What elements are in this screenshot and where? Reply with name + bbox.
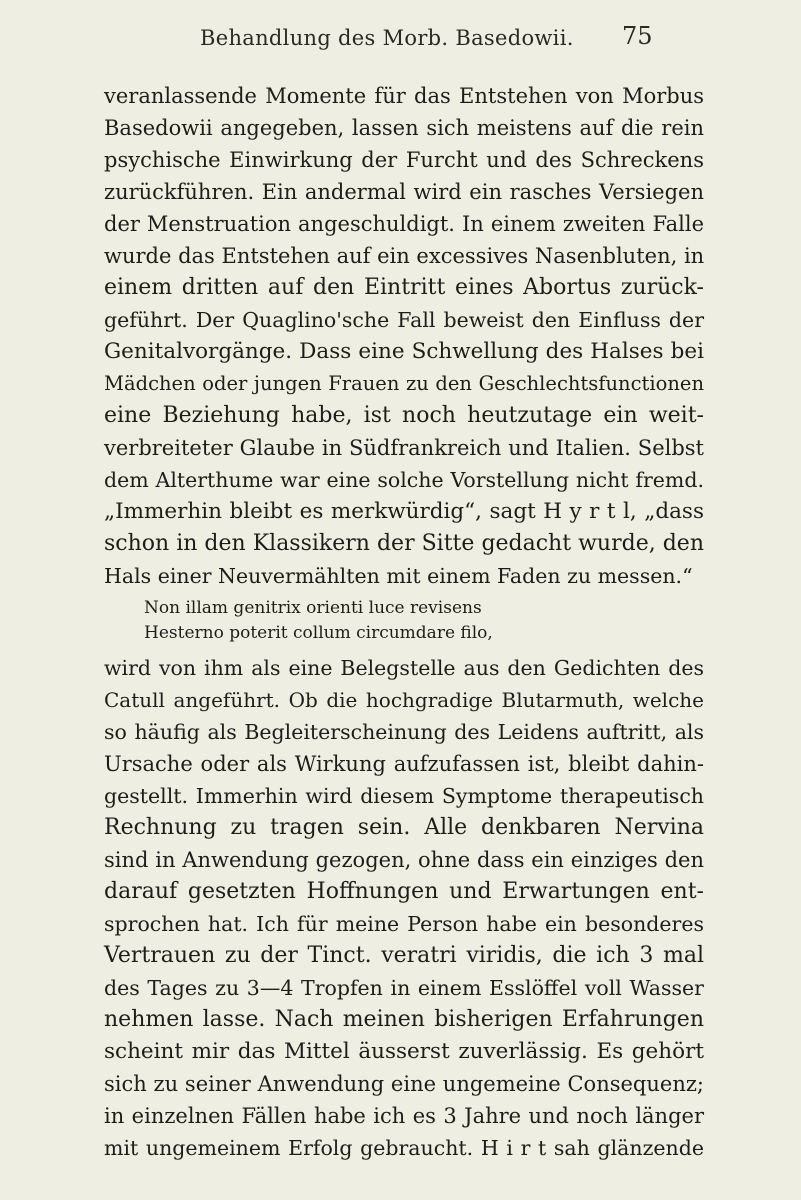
verse-line: Hesterno poterit collum circumdare filo, [144,623,493,643]
text-line: scheint mir das Mittel äusserst zuverlässig. Es gehört [104,1039,704,1064]
text-line: verbreiteter Glaube in Südfrankreich und Italien. Selbst [104,436,704,460]
text-line: gestellt. Immerhin wird diesem Symptome therapeutisch [104,784,704,808]
latin-verse-quote [104,596,704,646]
text-line: zurückführen. Ein andermal wird ein rasches Versiegen [104,180,704,204]
text-line: der Menstruation angeschuldigt. In einem zweiten Falle [104,212,704,236]
verse-line: Non illam genitrix orienti luce revisens [144,598,482,618]
text-line: in einzelnen Fällen habe ich es 3 Jahre und noch länger [104,1104,704,1128]
text-line: Catull angeführt. Ob die hochgradige Blutarmuth, welche [104,688,704,712]
text-line: des Tages zu 3—4 Tropfen in einem Esslöffel voll Wasser [104,976,704,1000]
text-line: sich zu seiner Anwendung eine ungemeine Consequenz; [104,1072,704,1096]
text-line: Ursache oder als Wirkung aufzufassen ist, bleibt dahin- [104,752,704,776]
text-line: schon in den Klassikern der Sitte gedacht wurde, den [104,531,704,556]
text-line: einem dritten auf den Eintritt eines Abortus zurück- [104,275,704,300]
text-line: sprochen hat. Ich für meine Person habe ein besonderes [104,912,704,936]
body-text [104,80,704,1164]
running-title: Behandlung des Morb. Basedowii. [200,26,574,50]
text-line: geführt. Der Quaglino'sche Fall beweist den Einfluss der [104,308,704,332]
text-line: Genitalvorgänge. Dass eine Schwellung des Halses bei [104,339,704,364]
text-line: Hals einer Neuvermählten mit einem Faden zu messen.“ [104,564,693,588]
text-line: dem Alterthume war eine solche Vorstellung nicht fremd. [104,468,704,492]
paragraph-1 [104,80,704,592]
text-line: eine Beziehung habe, ist noch heutzutage ein weit- [104,403,704,428]
text-line: Rechnung zu tragen sein. Alle denkbaren Nervina [104,815,704,840]
text-line: darauf gesetzten Hoffnungen und Erwartungen ent- [104,879,704,904]
text-line: so häufig als Begleiterscheinung des Leidens auftritt, als [104,720,704,744]
text-line: Mädchen oder jungen Frauen zu den Geschlechtsfunctionen [104,372,704,395]
text-line: psychische Einwirkung der Furcht und des Schreckens [104,148,704,172]
text-line: nehmen lasse. Nach meinen bisherigen Erfahrungen [104,1007,704,1032]
paragraph-2 [104,652,704,1164]
text-line: Basedowii angegeben, lassen sich meistens auf die rein [104,116,704,140]
text-line: Vertrauen zu der Tinct. veratri viridis, die ich 3 mal [104,943,704,968]
text-line: wurde das Entstehen auf ein excessives Nasenbluten, in [104,244,705,268]
text-line: mit ungemeinem Erfolg gebraucht. H i r t sah glänzende [104,1136,704,1160]
text-line: wird von ihm als eine Belegstelle aus den Gedichten des [104,656,704,680]
page-number: 75 [622,22,653,50]
text-line: veranlassende Momente für das Entstehen von Morbus [104,84,704,108]
text-line: „Immerhin bleibt es merkwürdig“, sagt H y r t l, „dass [104,499,704,524]
text-line: sind in Anwendung gezogen, ohne dass ein einziges den [104,848,704,872]
